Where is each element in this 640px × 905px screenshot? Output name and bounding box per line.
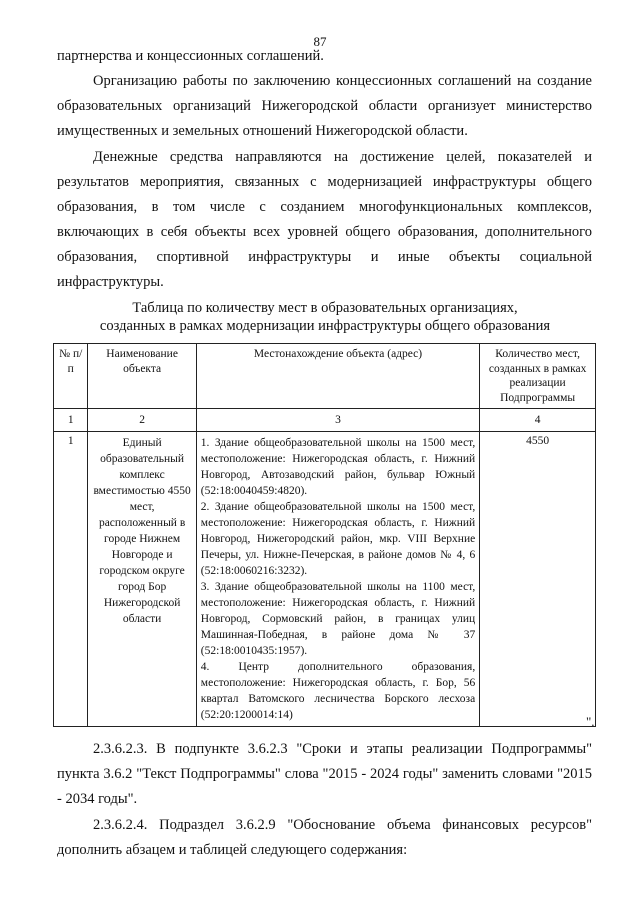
table-row bbox=[54, 432, 596, 727]
column-number: 2 bbox=[88, 409, 196, 432]
column-number: 1 bbox=[54, 409, 88, 432]
address-item: 1. Здание общеобразовательной школы на 1500 мест, местоположение: Нижегородская область, г. Нижний Новгород, Автозаводский район, бульвар Южный (52:18:0040459:4820). bbox=[200, 437, 476, 497]
paragraph-continuation: партнерства и концессионных соглашений. bbox=[57, 48, 324, 64]
paragraph-funds: Денежные средства направляются на достижение целей, показателей и результатов мероприятия, связанных с модернизацией инфраструктуры общего образования, в том числе с созданием многофункциональных комплексов, включающих в себя объекты всех уровней общего образования, дополнительного образования, спортивной инфраструктуры и иные объекты социальной инфраструктуры. bbox=[57, 149, 592, 290]
header-location: Местонахождение объекта (адрес) bbox=[196, 344, 479, 409]
paragraph-amendment-4: 2.3.6.2.4. Подраздел 3.6.2.9 "Обоснование объема финансовых ресурсов" дополнить абзацем и таблицей следующего содержания: bbox=[57, 817, 592, 858]
header-name: Наименование объекта bbox=[88, 344, 196, 409]
row-places-count: 4550 bbox=[480, 432, 596, 727]
header-num: № п/п bbox=[54, 344, 88, 409]
address-item: 3. Здание общеобразовательной школы на 1100 мест, местоположение: Нижегородская область, г. Нижний Новгород, Сормовский район, в границах улиц Машинная-Победная, в районе дома № 37 (52:18:0010435:1957). bbox=[200, 581, 476, 657]
address-item: 2. Здание общеобразовательной школы на 1500 мест, местоположение: Нижегородская область, г. Нижний Новгород, Нижегородский район, мкр. VIII Верхние Печеры, ул. Нижне-Печерская, в районе домов № 4, 6 (52:18:0060216:3232). bbox=[200, 501, 476, 577]
row-addresses bbox=[196, 432, 479, 727]
table-column-number-row bbox=[54, 409, 596, 432]
table-caption-line-2: созданных в рамках модернизации инфраструктуры общего образования bbox=[99, 318, 551, 334]
table-caption bbox=[60, 299, 590, 335]
header-places: Количество мест, созданных в рамках реализации Подпрограммы bbox=[480, 344, 596, 409]
page-number: 87 bbox=[313, 34, 327, 49]
row-num: 1 bbox=[54, 432, 88, 727]
address-item: 4. Центр дополнительного образования, местоположение: Нижегородская область, г. Бор, 56 квартал Ватомского лесничества Борского лесхоза (52:20:1200014:14) bbox=[200, 661, 476, 721]
places-table bbox=[53, 343, 596, 727]
table-caption-line-1: Таблица по количеству мест в образовательных организациях, bbox=[132, 300, 518, 316]
paragraph-amendment-3: 2.3.6.2.3. В подпункте 3.6.2.3 "Сроки и этапы реализации Подпрограммы" пункта 3.6.2 "Текст Подпрограммы" слова "2015 - 2024 годы" заменить словами "2015 - 2034 годы". bbox=[57, 741, 592, 807]
column-number: 4 bbox=[480, 409, 596, 432]
closing-quote: ". bbox=[586, 714, 595, 729]
table-header-row bbox=[54, 344, 596, 409]
paragraph-concession: Организацию работы по заключению концессионных соглашений на создание образовательных организаций Нижегородской области организует министерство имущественных и земельных отношений Нижегородской области. bbox=[57, 73, 592, 139]
row-object-name: Единый образовательный комплекс вместимостью 4550 мест, расположенный в городе Нижнем Новгороде и городском округе город Бор Нижегородской области bbox=[88, 432, 196, 727]
column-number: 3 bbox=[196, 409, 479, 432]
